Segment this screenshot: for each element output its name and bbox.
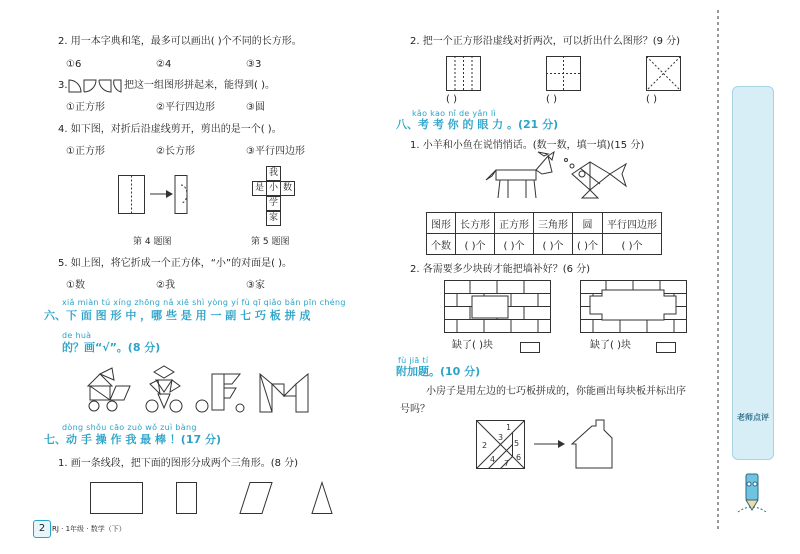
tangram-number: 2	[482, 441, 488, 450]
table-header-cell: 图形	[427, 213, 456, 234]
extra-text-1: 小房子是用左边的七巧板拼成的，你能画出每块板并标出序	[426, 386, 686, 397]
diagonal-folds-square	[647, 57, 681, 91]
q7-2-text: 2. 把一个正方形沿虚线对折两次，可以折出什么图形？(9 分)	[410, 36, 681, 47]
q3-opt-1: ①正方形	[66, 102, 105, 113]
q2-opt-1: ①6	[66, 59, 82, 70]
tangram-number: 3	[498, 433, 504, 442]
extra-title: 附加题。(10 分)	[396, 365, 481, 378]
q8-2-text: 2. 各需要多少块砖才能把墙补好？(6 分)	[410, 264, 591, 275]
pencil-mascot-icon	[732, 472, 772, 516]
q2-text: 2. 用一本字典和笔，最多可以画出( )个不同的长方形。	[58, 36, 302, 47]
table-cell[interactable]: ( )个	[456, 234, 495, 255]
q5-opt-1: ①数	[66, 280, 85, 291]
cube-face: 小	[266, 181, 281, 196]
missing-bricks-2: 缺了( )块	[590, 340, 631, 351]
sec8-pinyin: kǎo kao nǐ de yǎn lì	[412, 109, 496, 118]
parallelogram-shape	[240, 483, 272, 514]
q7-1-text: 1. 画一条线段，把下面的图形分成两个三角形。(8 分)	[58, 458, 299, 469]
table-cell[interactable]: ( )个	[602, 234, 661, 255]
teacher-comment-label: 老师点评	[737, 413, 769, 422]
fold-cut-figure	[118, 175, 194, 217]
shapes-to-divide	[90, 482, 340, 518]
q3-opt-2: ②平行四边形	[156, 102, 215, 113]
cross-folds-square	[546, 56, 581, 91]
arrow-head-icon	[558, 440, 565, 448]
narrow-rectangle-shape	[177, 483, 197, 514]
q3-prefix: 3.	[58, 80, 68, 91]
answer-box-2[interactable]	[656, 342, 676, 353]
table-cell[interactable]: ( )个	[495, 234, 534, 255]
tangram-number: 5	[514, 439, 520, 448]
triangle-shape	[312, 483, 332, 514]
fish-figure	[565, 159, 627, 199]
tangram-number: 1	[506, 423, 512, 432]
extra-pinyin: fù jiā tí	[398, 356, 429, 365]
brick-wall-1	[444, 280, 551, 333]
table-cell[interactable]: ( )个	[534, 234, 573, 255]
tangram-number: 7	[504, 459, 510, 468]
sec6-pinyin: xiǎ miàn tú xíng zhōng nǎ xiē shì yòng yí fù qī qiǎo bǎn pīn chéng	[62, 298, 346, 307]
answer-paren-2: ( )	[546, 94, 557, 105]
house-outline	[572, 420, 612, 468]
table-cell[interactable]: ( )个	[573, 234, 603, 255]
fold-square-figures	[446, 56, 696, 94]
cube-face: 数	[280, 181, 295, 196]
tangram-house-figure	[88, 368, 130, 411]
shape-count-table	[426, 212, 662, 255]
q3-text: 把这一组图形拼起来，能得到( )。	[124, 80, 275, 91]
table-header-cell: 圆	[573, 213, 603, 234]
sec8-title: 八、考 考 你 的 眼 力 。(21 分)	[396, 118, 559, 131]
tangram-figures	[80, 366, 308, 416]
q5-opt-2: ②我	[156, 280, 175, 291]
sec7-pinyin: dòng shǒu cāo zuò wǒ zuì bàng	[62, 423, 197, 432]
answer-box-1[interactable]	[520, 342, 540, 353]
fig4-caption: 第 4 题图	[133, 237, 172, 247]
table-row	[427, 213, 662, 234]
q2-opt-3: ③3	[246, 59, 262, 70]
vertical-folds-square	[447, 56, 481, 91]
table-cell: 个数	[427, 234, 456, 255]
cube-face: 学	[266, 196, 281, 211]
footer-text: RJ · 1年级 · 数学（下）	[52, 525, 126, 533]
sec6-pinyin-2: de huà	[62, 331, 92, 340]
q8-1-text: 1. 小羊和小鱼在说悄悄话。(数一数，填一填)(15 分)	[410, 140, 645, 151]
tangram-m-figure	[260, 374, 308, 412]
rectangle-shape	[91, 483, 143, 514]
goat-figure	[486, 152, 554, 198]
table-header-cell: 正方形	[495, 213, 534, 234]
tangram-and-house-figure	[476, 420, 656, 472]
answer-paren-1: ( )	[446, 94, 457, 105]
cube-face: 家	[266, 211, 281, 226]
sec6-title-2: 的？画“√”。(8 分)	[62, 341, 161, 354]
quarter-shapes-icon	[68, 79, 122, 93]
tangram-person-figure	[146, 366, 182, 412]
table-header-cell: 平行四边形	[602, 213, 661, 234]
cube-face: 是	[252, 181, 267, 196]
brick-walls-figure	[444, 280, 690, 334]
q5-opt-3: ③家	[246, 280, 265, 291]
q4-opt-1: ①正方形	[66, 146, 105, 157]
brick-wall-2	[580, 280, 687, 333]
table-row	[427, 234, 662, 255]
tangram-number: 4	[490, 455, 496, 464]
q5-text: 5. 如上图，将它折成一个正方体，“小”的对面是( )。	[58, 258, 293, 269]
q3-opt-3: ③圆	[246, 102, 265, 113]
answer-paren-3: ( )	[646, 94, 657, 105]
goat-and-fish-figure	[486, 152, 656, 204]
q4-text: 4. 如下图，对折后沿虚线剪开，剪出的是一个( )。	[58, 124, 282, 135]
fig5-caption: 第 5 题图	[251, 237, 290, 247]
sec7-title: 七、动 手 操 作 我 最 棒 ！(17 分)	[44, 433, 221, 446]
table-header-cell: 三角形	[534, 213, 573, 234]
q2-opt-2: ②4	[156, 59, 172, 70]
extra-text-2: 号吗？	[400, 404, 430, 415]
q4-opt-3: ③平行四边形	[246, 146, 305, 157]
table-header-cell: 长方形	[456, 213, 495, 234]
teacher-comment-panel	[732, 86, 774, 460]
cube-face: 我	[266, 166, 281, 181]
sec6-title: 六、下 面 图 形 中 ，哪 些 是 用 一 副 七 巧 板 拼 成	[44, 309, 311, 322]
cube-net	[252, 166, 320, 228]
q4-opt-2: ②长方形	[156, 146, 195, 157]
missing-bricks-1: 缺了( )块	[452, 340, 493, 351]
tangram-f-figure	[196, 374, 244, 412]
tangram-number: 6	[516, 453, 522, 462]
page-number: 2	[33, 520, 51, 538]
binding-dashed-line	[716, 10, 720, 530]
